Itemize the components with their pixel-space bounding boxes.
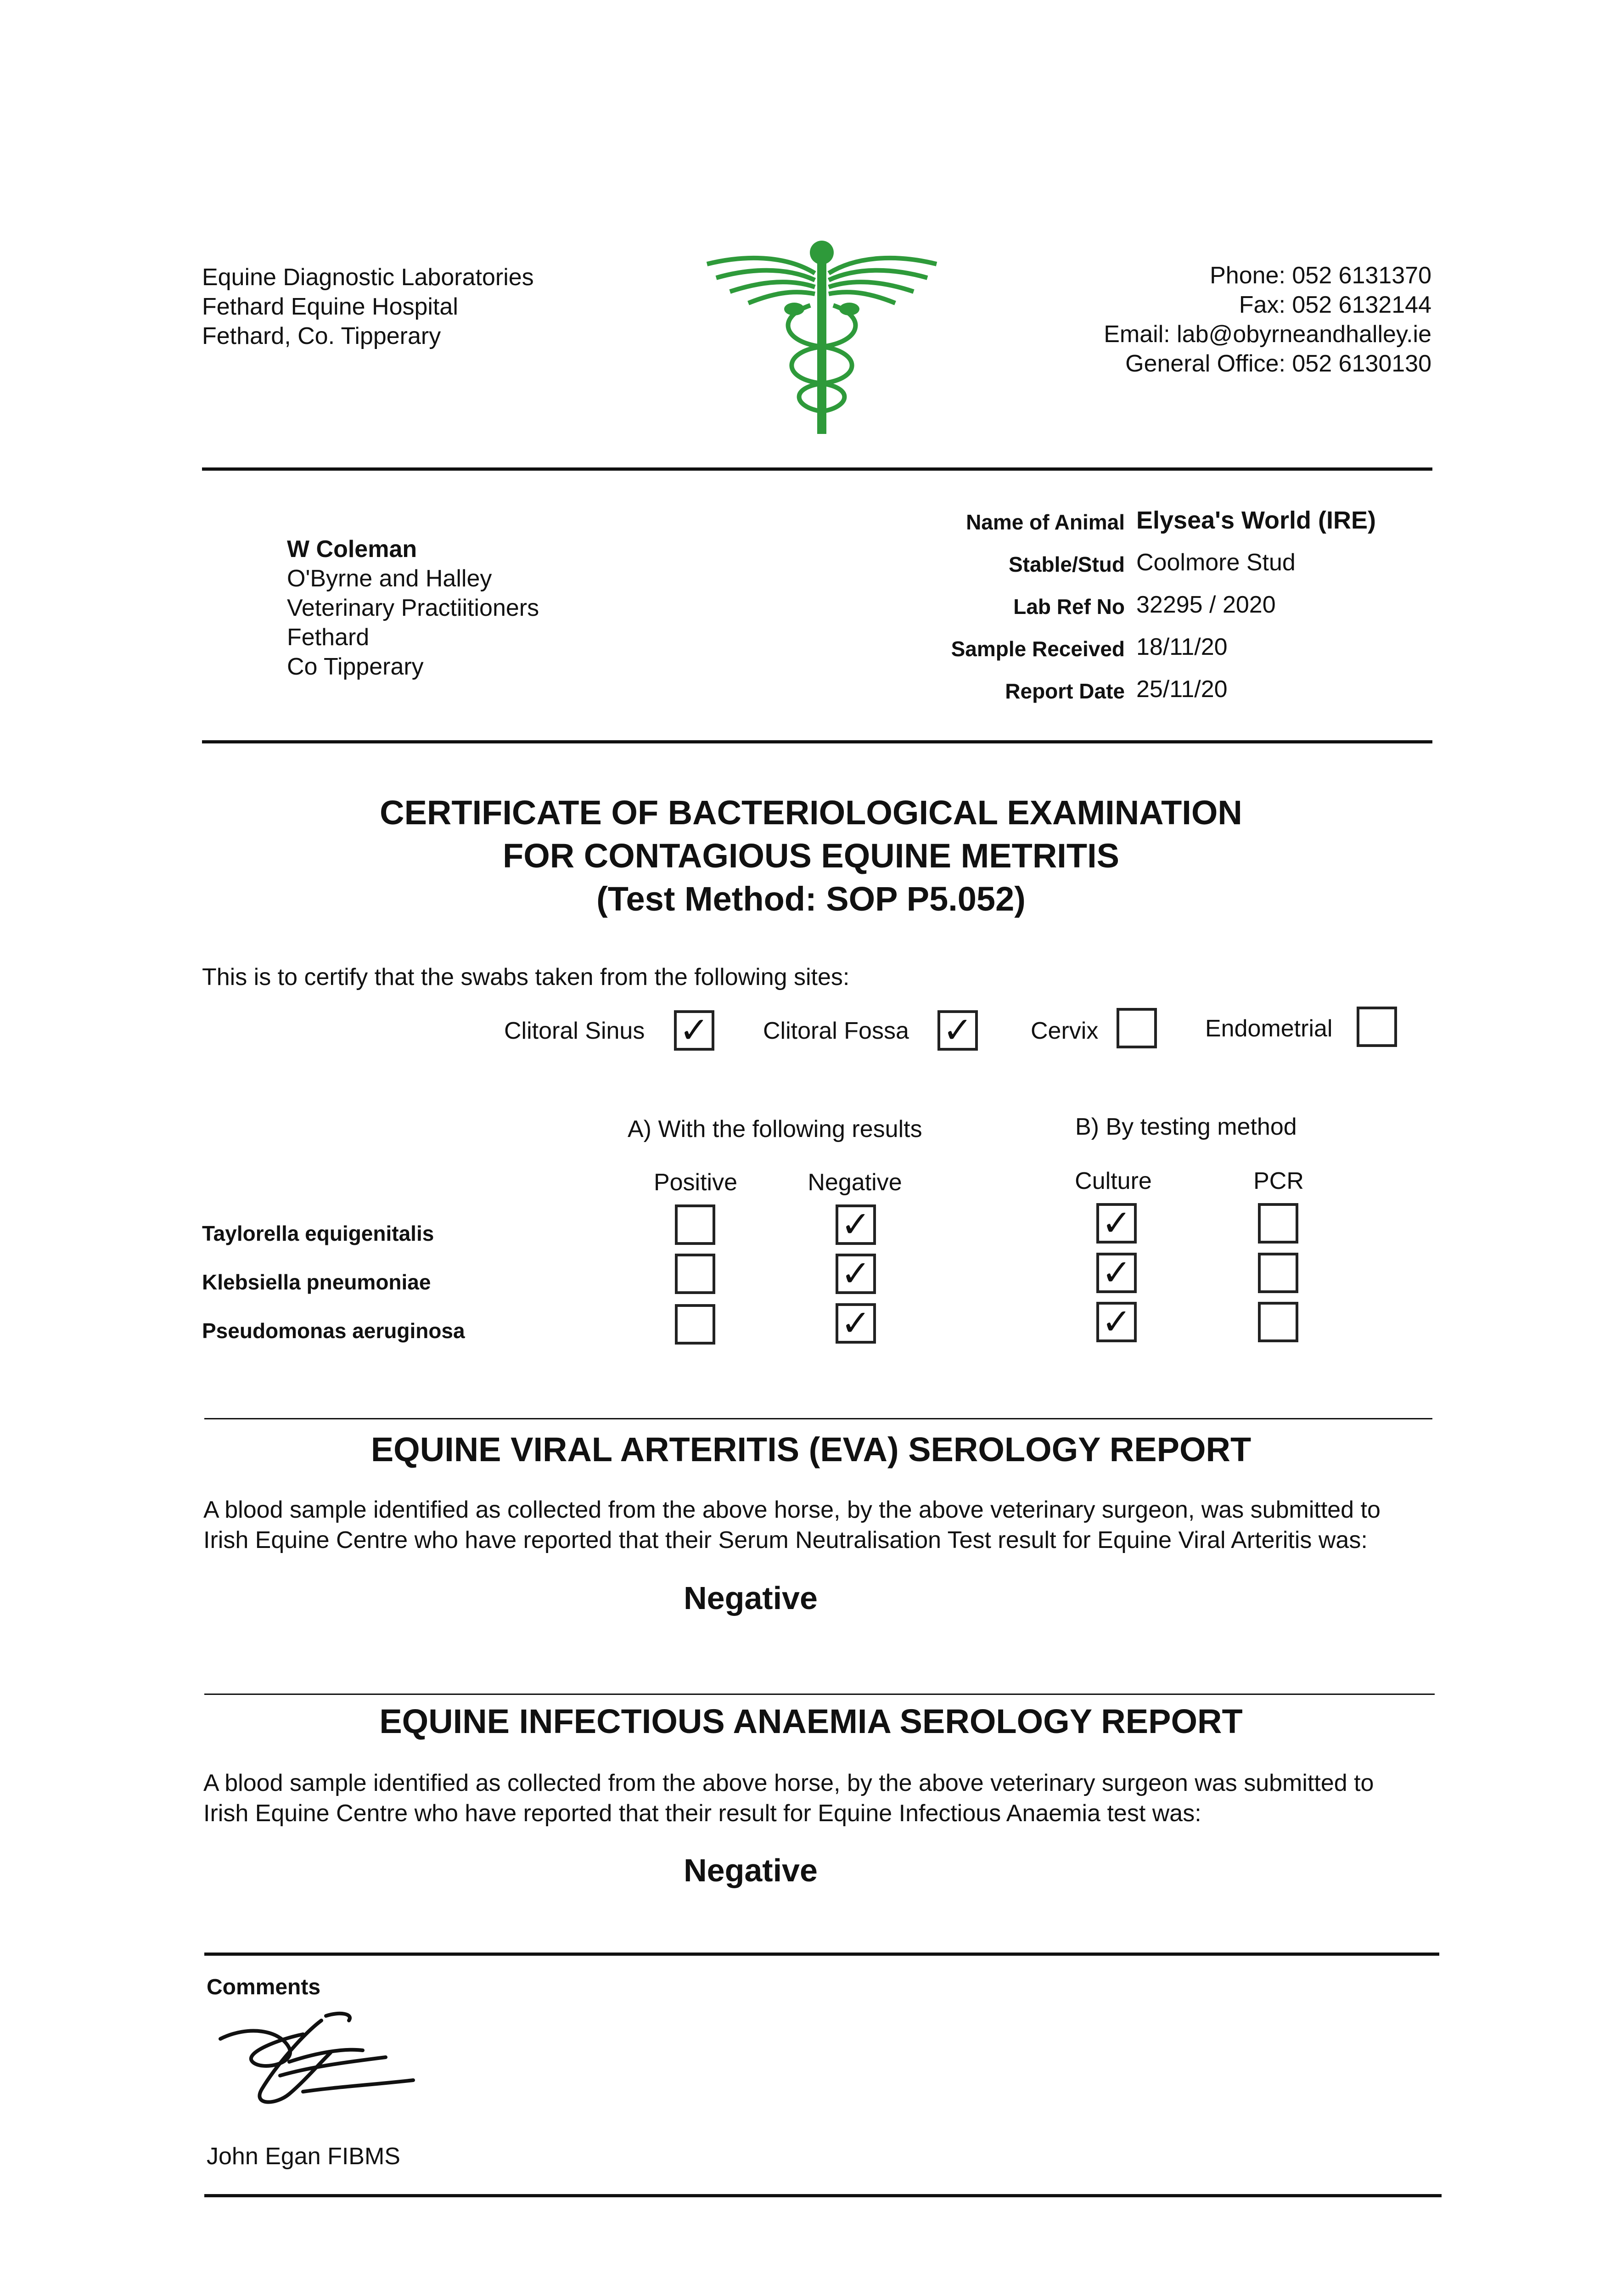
lab-name: Equine Diagnostic Laboratories	[202, 264, 534, 291]
detail-label: Sample Received	[951, 637, 1125, 661]
organism-pcr-checkbox[interactable]	[1258, 1253, 1298, 1293]
col-culture: Culture	[1075, 1168, 1152, 1194]
cem-title-line3: (Test Method: SOP P5.052)	[596, 880, 1026, 918]
contact-phone: Phone: 052 6131370	[1210, 262, 1431, 289]
lab-location: Fethard, Co. Tipperary	[202, 323, 441, 349]
eva-text-line1: A blood sample identified as collected from the above horse, by the above veterinary surgeon, was submitted to	[203, 1497, 1381, 1523]
eva-divider	[204, 1694, 1435, 1695]
signature-icon	[211, 2007, 422, 2112]
eia-title: EQUINE INFECTIOUS ANAEMIA SEROLOGY REPORT	[379, 1702, 1243, 1740]
organism-name: Taylorella equigenitalis	[202, 1221, 434, 1245]
results-heading: A) With the following results	[628, 1116, 922, 1142]
detail-label: Stable/Stud	[1008, 552, 1125, 576]
col-pcr: PCR	[1253, 1168, 1304, 1194]
organism-negative-checkbox[interactable]: ✓	[836, 1204, 876, 1245]
site-label-clitoral-fossa: Clitoral Fossa	[763, 1018, 909, 1044]
recipient-town: Fethard	[287, 624, 370, 651]
organism-pcr-checkbox[interactable]	[1258, 1203, 1298, 1244]
site-label-endometrial: Endometrial	[1205, 1015, 1333, 1042]
organism-pcr-checkbox[interactable]	[1258, 1302, 1298, 1342]
organism-positive-checkbox[interactable]	[675, 1204, 715, 1245]
recipient-name: W Coleman	[287, 536, 417, 563]
recipient-county: Co Tipperary	[287, 653, 424, 680]
site-checkbox-cervix[interactable]	[1117, 1008, 1157, 1048]
col-negative: Negative	[808, 1169, 902, 1196]
detail-label: Name of Animal	[966, 510, 1125, 534]
site-label-cervix: Cervix	[1031, 1018, 1099, 1044]
site-label-clitoral-sinus: Clitoral Sinus	[504, 1018, 645, 1044]
cem-intro: This is to certify that the swabs taken from the following sites:	[202, 964, 850, 990]
organism-positive-checkbox[interactable]	[675, 1254, 715, 1294]
detail-label: Report Date	[1005, 679, 1125, 703]
col-positive: Positive	[653, 1169, 738, 1196]
organism-negative-checkbox[interactable]: ✓	[836, 1303, 876, 1344]
details-divider	[202, 740, 1432, 743]
signatory-name: John Egan FIBMS	[207, 2143, 400, 2170]
header-divider	[202, 467, 1432, 471]
eva-result: Negative	[684, 1580, 818, 1616]
organism-culture-checkbox[interactable]: ✓	[1096, 1203, 1137, 1244]
detail-value-labref: 32295 / 2020	[1136, 591, 1276, 618]
organism-culture-checkbox[interactable]: ✓	[1096, 1302, 1137, 1342]
organism-negative-checkbox[interactable]: ✓	[836, 1254, 876, 1294]
method-heading: B) By testing method	[1075, 1114, 1297, 1140]
comments-label: Comments	[207, 1975, 321, 1999]
contact-email: Email: lab@obyrneandhalley.ie	[1104, 321, 1431, 348]
cem-divider	[204, 1418, 1432, 1419]
eva-text-line2: Irish Equine Centre who have reported that their Serum Neutralisation Test result for Equine Viral Arteritis was:	[203, 1527, 1368, 1553]
eia-text-line2: Irish Equine Centre who have reported that their result for Equine Infectious Anaemia test was:	[203, 1800, 1201, 1827]
organism-positive-checkbox[interactable]	[675, 1304, 715, 1345]
cem-title-line1: CERTIFICATE OF BACTERIOLOGICAL EXAMINATION	[380, 793, 1242, 832]
recipient-practice-type: Veterinary Practiitioners	[287, 595, 539, 621]
contact-office: General Office: 052 6130130	[1125, 350, 1431, 377]
detail-value-stable: Coolmore Stud	[1136, 549, 1296, 576]
site-checkbox-endometrial[interactable]	[1357, 1007, 1397, 1047]
organism-culture-checkbox[interactable]: ✓	[1096, 1253, 1137, 1293]
contact-fax: Fax: 052 6132144	[1239, 292, 1431, 318]
eia-divider	[204, 1953, 1439, 1956]
site-checkbox-clitoral-sinus[interactable]: ✓	[674, 1010, 714, 1051]
organism-name: Pseudomonas aeruginosa	[202, 1319, 465, 1343]
cem-title-line2: FOR CONTAGIOUS EQUINE METRITIS	[503, 837, 1119, 875]
eva-title: EQUINE VIRAL ARTERITIS (EVA) SEROLOGY REPORT	[370, 1430, 1252, 1469]
detail-value-received: 18/11/20	[1136, 634, 1228, 660]
footer-divider	[204, 2194, 1442, 2197]
recipient-practice: O'Byrne and Halley	[287, 565, 492, 592]
detail-label: Lab Ref No	[1013, 595, 1125, 619]
detail-value-report-date: 25/11/20	[1136, 676, 1228, 703]
organism-name: Klebsiella pneumoniae	[202, 1270, 431, 1294]
caduceus-logo-icon	[702, 236, 941, 443]
eia-result: Negative	[684, 1852, 818, 1888]
eia-text-line1: A blood sample identified as collected from the above horse, by the above veterinary surgeon was submitted to	[203, 1770, 1374, 1796]
lab-hospital: Fethard Equine Hospital	[202, 293, 458, 320]
site-checkbox-clitoral-fossa[interactable]: ✓	[937, 1010, 978, 1051]
detail-value-animal: Elysea's World (IRE)	[1136, 506, 1376, 534]
